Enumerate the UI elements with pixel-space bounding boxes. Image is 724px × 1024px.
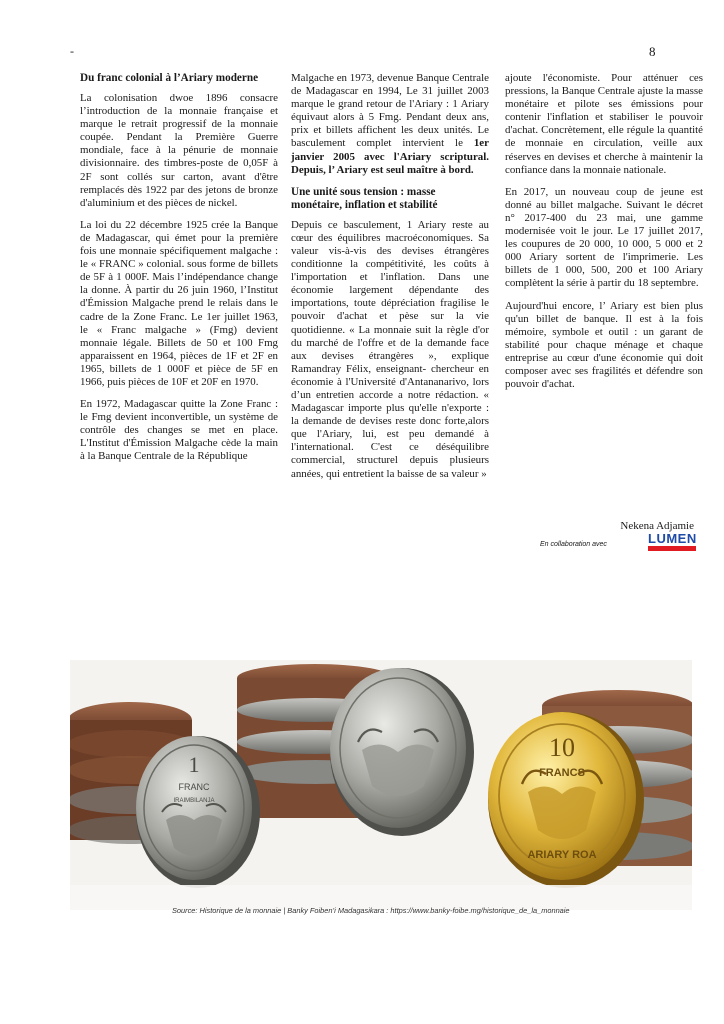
collaboration-text: En collaboration avec xyxy=(540,541,607,548)
section-heading-history: Du franc colonial à l’Ariary moderne xyxy=(80,72,259,84)
coin3-label: FRANCS xyxy=(539,767,585,779)
column-3 xyxy=(505,72,703,400)
paragraph-text: Malgache en 1973, devenue Banque Centrale de Madagascar en 1994, Le 31 juillet 2003 marque le grand retour de l'Ariary : 1 Ariary équivaut alors à 5 Fmg. Pendant deux ans, prix et billets affichent les deux unités. Le basculement complet intervient le xyxy=(291,72,489,150)
lumen-logo xyxy=(648,532,696,554)
coin3-value: 10 xyxy=(549,733,575,762)
coins-photo xyxy=(70,660,692,910)
coin1-value: 1 xyxy=(188,752,200,777)
section-heading-tension: Une unité sous tension : masse monétaire, inflation et stabilité xyxy=(291,185,438,211)
paragraph: En 2017, un nouveau coup de jeune est donné au billet malgache. Suivant le décret n° 2017-400 du 23 mai, une gamme modernisée voit le jour. Le 17 juillet 2017, les coupures de 20 000, 10 000, 5 000 et 2 000 Ariary sortent de l'imprimerie. Les billets de 1 000, 500, 200 et 100 Ariary complètent la série à partir du 18 septembre. xyxy=(505,185,703,290)
column-2 xyxy=(291,72,489,490)
coin-one-franc xyxy=(136,736,260,888)
paragraph: La colonisation dwoe 1896 consacre l’introduction de la monnaie française et marque le retrait progressif de la monnaie coupée. Pendant la Première Guerre mondiale, face à la pénurie de monnaie divisionnaire. des timbres-poste de 0,05F à 2F sont collés sur carton, avant d'être remplacés dès 1922 par des jetons de bronze d'aluminium et des pièces de nickel. xyxy=(80,92,278,209)
paragraph: En 1972, Madagascar quitte la Zone Franc : le Fmg devient inconvertible, un système de contrôle des changes se met en place. L'Institut d'Émission Malgache cède la main à la Banque Centrale de la République xyxy=(80,398,278,463)
page-number: 8 xyxy=(649,44,656,59)
paragraph: La loi du 22 décembre 1925 crée la Banque de Madagascar, qui émet pour la première fois une monnaie spécifiquement malgache : le « FRANC » colonial. sous forme de billets de 5F à 1 000F. Mais l’indépendance change la donne. À partir du 26 juin 1960, l’Institut d'Émission Malgache prend le relais dans le cadre de la Zone Franc. Le 1er juillet 1963, le « Franc malgache » (Fmg) devient monnaie légale. Billets de 50 et 100 Fmg apparaissent en 1964, pièces de 1F et 2F en 1965, billets de 1 000F et pièce de 5F en 1966, puis pièces de 10F et 20F en 1970. xyxy=(80,218,278,388)
coin-ten-francs xyxy=(488,712,644,888)
coin3-bottom-label: ARIARY ROA xyxy=(527,849,597,861)
author-signature: Nekena Adjamie xyxy=(620,520,694,532)
coin1-label: FRANC xyxy=(178,782,210,792)
column-1 xyxy=(80,72,278,473)
page-dash: - xyxy=(70,44,74,58)
paragraph xyxy=(291,72,489,177)
photo-caption: Source: Historique de la monnaie | Banky Foiben’i Madagasikara : https://www.banky-foibe.mg/historique_de_la_monnaie xyxy=(172,906,570,915)
collaboration-credit xyxy=(540,532,695,554)
coin1-label-2: IRAIMBILANJA xyxy=(173,798,215,804)
paragraph: ajoute l'économiste. Pour atténuer ces pressions, la Banque Centrale ajuste la masse monétaire et pilote ses émissions pour contenir l'inflation et stabiliser le pouvoir d'achat. Concrètement, elle régule la quantité de monnaie en circulation, veille aux réserves en devises et cherche à maintenir la confiance dans la monnaie nationale. xyxy=(505,72,703,176)
paragraph: Aujourd'hui encore, l’ Ariary est bien plus qu'un billet de banque. Il est à la fois mémoire, symbole et outil : un garant de stabilité pour chaque ménage et chaque entreprise au cœur d'une économie qui doit composer avec ses fragilités et défendre son pouvoir d'achat. xyxy=(505,299,703,391)
paragraph-bold-text: 1er janvier 2005 avec l'Ariary scriptural. Depuis, l’ Ariary est seul maître à bord. xyxy=(291,137,489,176)
paragraph: Depuis ce basculement, 1 Ariary reste au cœur des équilibres macroéconomiques. Sa valeur vis-à-vis des devises étrangères conditionne la compétitivité, les coûts à l'importation et l'inflation. Dans une économie largement dépendante des importations, toute dépréciation fragilise le pouvoir d'achat et pèse sur la vie quotidienne. « La monnaie suit la règle d'or du marché de l'offre et de la demande face aux devises étrangères », explique Ramandray Félix, enseignant- chercheur en économie à l'Université d'Antananarivo, lors d’un entretien accorde a notre rédaction. « Madagascar importe plus qu'elle n'exporte : la demande de devises reste donc forte,alors que l'Ariary, lui, est peu demandé à l'international. C'est ce déséquilibre commercial, structurel depuis plusieurs années, qui entretient la baisse de sa valeur » xyxy=(291,218,489,480)
logo-text: LUMEN xyxy=(648,531,697,546)
coin-silver-back xyxy=(330,668,474,836)
logo-bar xyxy=(648,546,696,551)
coins-illustration xyxy=(70,660,692,910)
